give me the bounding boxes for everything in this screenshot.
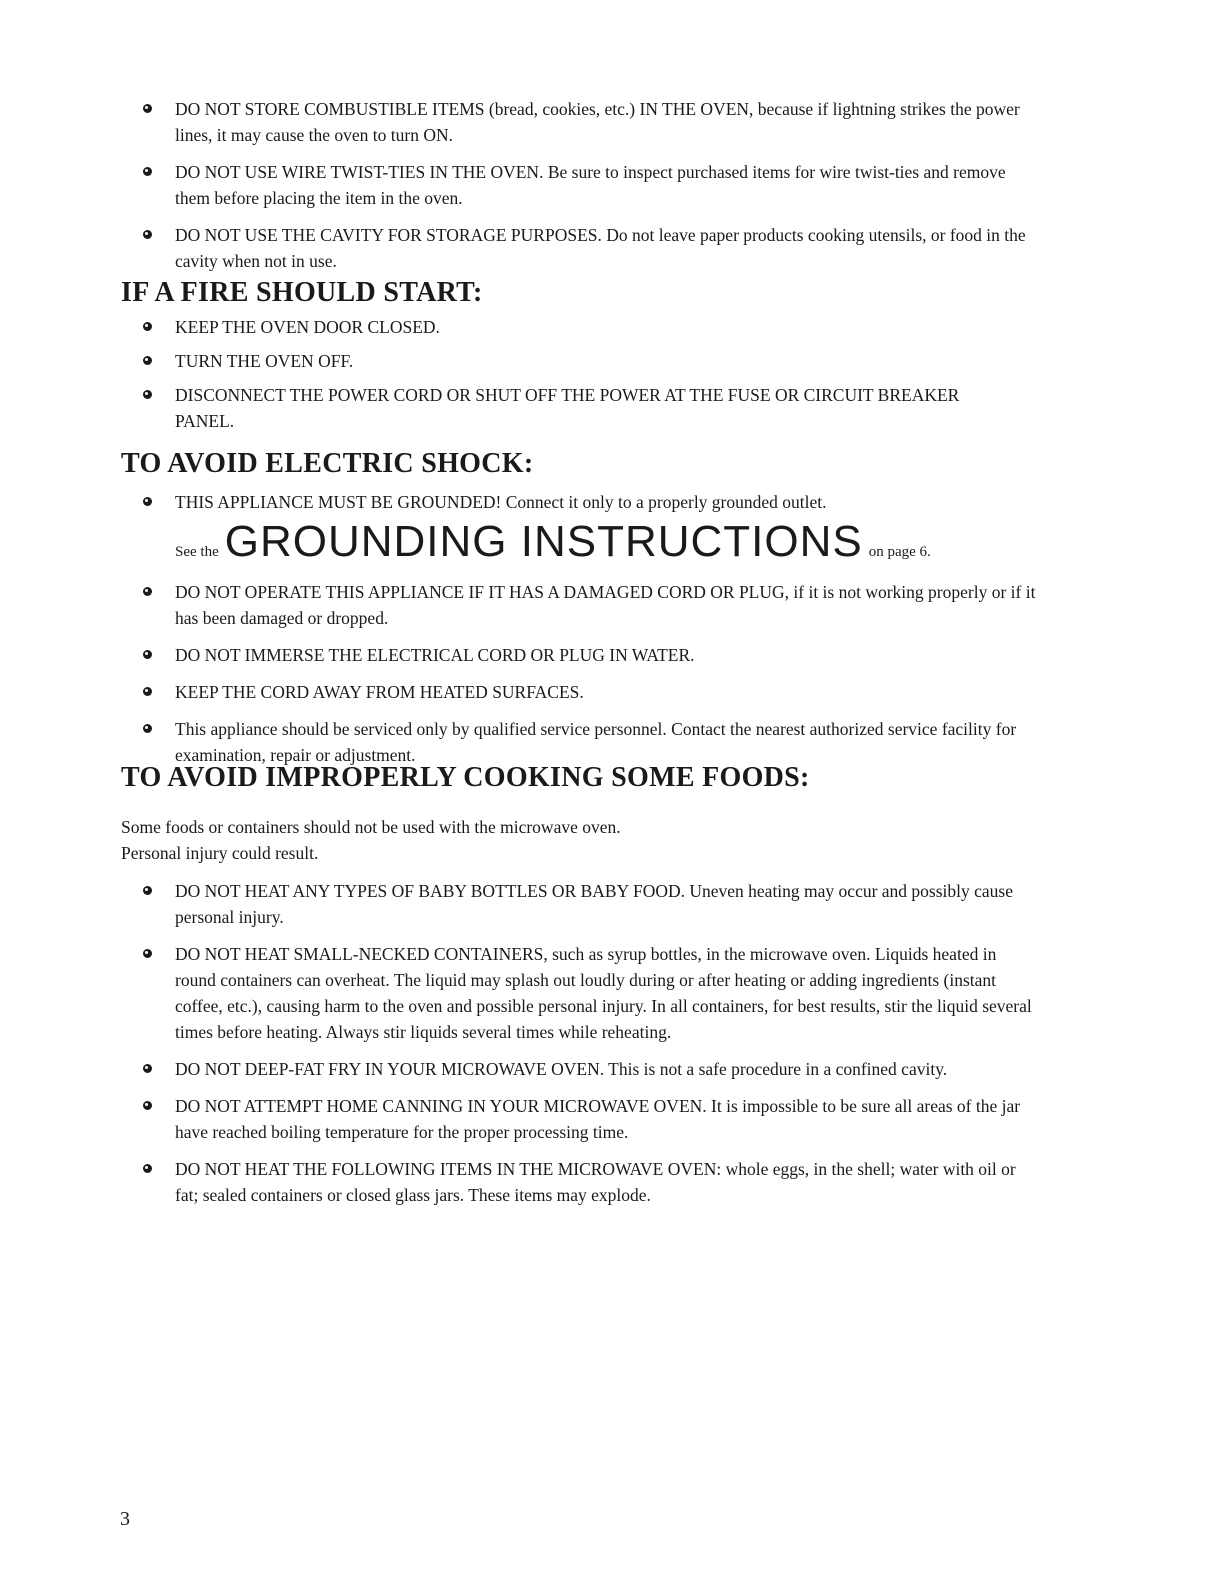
bullet-item: DO NOT OPERATE THIS APPLIANCE IF IT HAS A DAMAGED CORD OR PLUG, if it is not working properly or if it has been damaged or dropped. xyxy=(0,579,1225,631)
bullet-icon xyxy=(143,724,152,733)
bullet-item: DISCONNECT THE POWER CORD OR SHUT OFF THE POWER AT THE FUSE OR CIRCUIT BREAKER PANEL. xyxy=(0,382,1225,434)
bullet-item: DO NOT ATTEMPT HOME CANNING IN YOUR MICROWAVE OVEN. It is impossible to be sure all areas of the jar have reached boiling temperature for the proper processing time. xyxy=(0,1093,1225,1145)
bullet-icon xyxy=(143,322,152,331)
fire-instructions xyxy=(0,314,1225,445)
bullet-item: KEEP THE OVEN DOOR CLOSED. xyxy=(0,314,1225,340)
bullet-icon xyxy=(143,167,152,176)
shock-instructions xyxy=(0,579,1225,779)
bullet-item: DO NOT HEAT THE FOLLOWING ITEMS IN THE MICROWAVE OVEN: whole eggs, in the shell; water with oil or fat; sealed containers or closed glass jars. These items may explode. xyxy=(0,1156,1225,1208)
bullet-item: DO NOT STORE COMBUSTIBLE ITEMS (bread, cookies, etc.) IN THE OVEN, because if lightning strikes the power lines, it may cause the oven to turn ON. xyxy=(0,96,1225,148)
shock-heading: TO AVOID ELECTRIC SHOCK: xyxy=(121,448,534,479)
bullet-item: DO NOT DEEP-FAT FRY IN YOUR MICROWAVE OVEN. This is not a safe procedure in a confined cavity. xyxy=(0,1056,1225,1082)
grounding-title: GROUNDING INSTRUCTIONS xyxy=(224,517,863,566)
cooking-intro: Some foods or containers should not be used with the microwave oven. Personal injury could result. xyxy=(121,817,621,863)
bullet-item: DO NOT HEAT SMALL-NECKED CONTAINERS, such as syrup bottles, in the microwave oven. Liquids heated in round containers can overheat. The liquid may splash out loudly during or after heating or adding ingredients (instant coffee, etc.), causing harm to the oven and possible personal injury. In all containers, for best results, stir the liquid several times before heating. Always stir liquids several times while reheating. xyxy=(0,941,1225,1045)
bullet-icon xyxy=(143,886,152,895)
cooking-instructions xyxy=(0,878,1225,1219)
bullet-icon xyxy=(143,1101,152,1110)
cooking-heading: TO AVOID IMPROPERLY COOKING SOME FOODS: xyxy=(121,762,810,793)
bullet-item: DO NOT USE THE CAVITY FOR STORAGE PURPOSES. Do not leave paper products cooking utensils, or food in the cavity when not in use. xyxy=(0,222,1225,274)
bullet-icon xyxy=(143,497,152,506)
bullet-item: TURN THE OVEN OFF. xyxy=(0,348,1225,374)
bullet-item: THIS APPLIANCE MUST BE GROUNDED! Connect it only to a properly grounded outlet. xyxy=(0,489,1225,515)
bullet-icon xyxy=(143,230,152,239)
bullet-icon xyxy=(143,650,152,659)
grounding-reference xyxy=(175,517,931,577)
bullet-icon xyxy=(143,587,152,596)
bullet-icon xyxy=(143,1064,152,1073)
grounding-suffix: on page 6. xyxy=(868,544,931,560)
bullet-icon xyxy=(143,356,152,365)
page-number: 3 xyxy=(120,1508,130,1530)
bullet-icon xyxy=(143,390,152,399)
storage-warnings xyxy=(0,96,1225,285)
bullet-icon xyxy=(143,1164,152,1173)
fire-heading: IF A FIRE SHOULD START: xyxy=(121,277,483,308)
bullet-item: DO NOT IMMERSE THE ELECTRICAL CORD OR PLUG IN WATER. xyxy=(0,642,1225,668)
grounding-prefix: See the xyxy=(175,544,219,560)
bullet-item: KEEP THE CORD AWAY FROM HEATED SURFACES. xyxy=(0,679,1225,705)
bullet-icon xyxy=(143,104,152,113)
bullet-item: DO NOT HEAT ANY TYPES OF BABY BOTTLES OR BABY FOOD. Uneven heating may occur and possibly cause personal injury. xyxy=(0,878,1225,930)
bullet-icon xyxy=(143,949,152,958)
bullet-item: DO NOT USE WIRE TWIST-TIES IN THE OVEN. Be sure to inspect purchased items for wire twist-ties and remove them before placing the item in the oven. xyxy=(0,159,1225,211)
bullet-item: This appliance should be serviced only by qualified service personnel. Contact the nearest authorized service facility for examination, repair or adjustment. xyxy=(0,716,1225,768)
bullet-icon xyxy=(143,687,152,696)
